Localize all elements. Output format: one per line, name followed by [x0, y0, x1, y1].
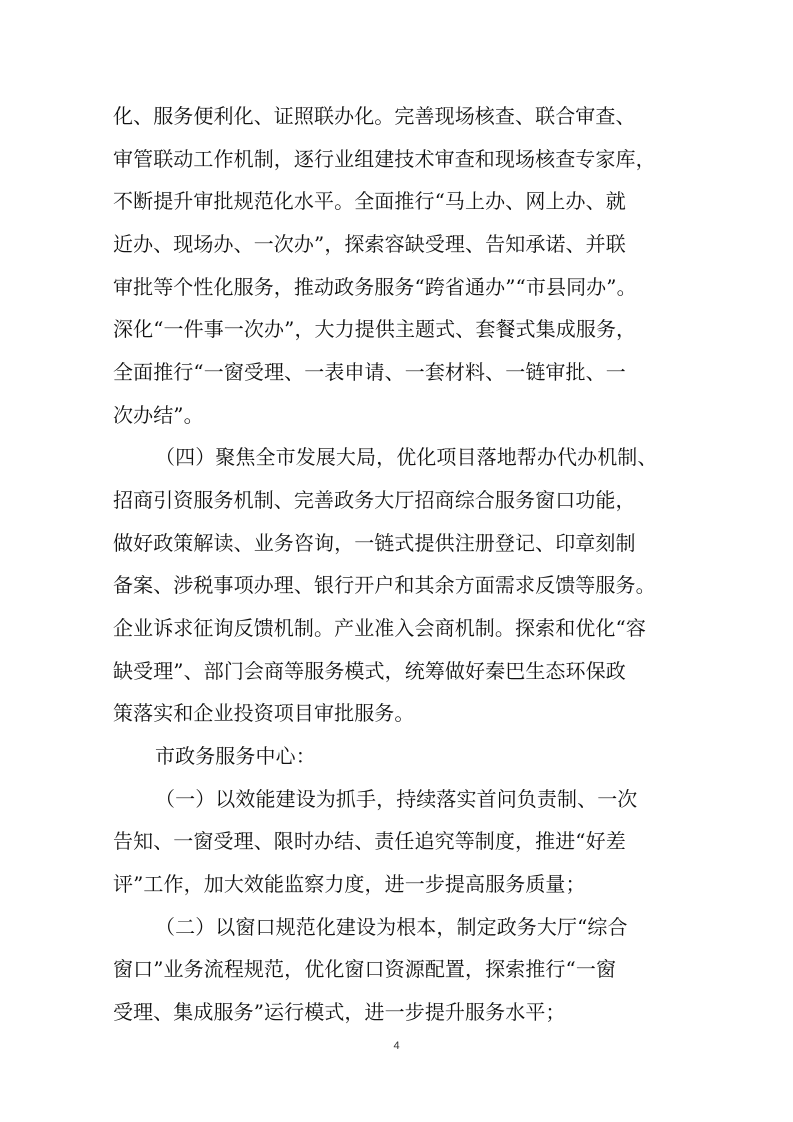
- paragraph-line: （一）以效能建设为抓手，持续落实首问负责制、一次: [155, 787, 638, 811]
- paragraph-line: 做好政策解读、业务咨询，一链式提供注册登记、印章刻制: [113, 531, 636, 555]
- paragraph-line: （四）聚焦全市发展大局，优化项目落地帮办代办机制、: [155, 445, 658, 469]
- paragraph-line: 评”工作，加大效能监察力度，进一步提高服务质量；: [113, 872, 586, 896]
- paragraph-line: 受理、集成服务”运行模式，进一步提升服务水平；: [113, 1000, 566, 1024]
- paragraph-line: 告知、一窗受理、限时办结、责任追究等制度，推进“好差: [113, 829, 626, 853]
- paragraph-line: 招商引资服务机制、完善政务大厅招商综合服务窗口功能，: [113, 488, 636, 512]
- paragraph-line: 缺受理”、部门会商等服务模式，统筹做好秦巴生态环保政: [113, 659, 626, 683]
- paragraph-line: 不断提升审批规范化水平。全面推行“马上办、网上办、就: [113, 189, 626, 213]
- paragraph-line: 近办、现场办、一次办”，探索容缺受理、告知承诺、并联: [113, 232, 626, 256]
- paragraph-line: 次办结”。: [113, 403, 204, 427]
- paragraph-line: 企业诉求征询反馈机制。产业准入会商机制。探索和优化“容: [113, 616, 646, 640]
- paragraph-line: 窗口”业务流程规范，优化窗口资源配置，探索推行“一窗: [113, 957, 617, 981]
- paragraph-line: （二）以窗口规范化建设为根本，制定政务大厅“综合: [155, 915, 628, 939]
- paragraph-line: 策落实和企业投资项目审批服务。: [113, 701, 415, 725]
- paragraph-line: 全面推行“一窗受理、一表申请、一套材料、一链审批、一: [113, 360, 626, 384]
- section-heading: 市政务服务中心：: [155, 744, 316, 768]
- paragraph-line: 审批等个性化服务，推动政务服务“跨省通办”“市县同办”。: [113, 275, 637, 299]
- paragraph-line: 审管联动工作机制，逐行业组建技术审查和现场核查专家库，: [113, 147, 656, 171]
- page-number: 4: [393, 1040, 400, 1052]
- paragraph-line: 深化“一件事一次办”，大力提供主题式、套餐式集成服务，: [113, 317, 637, 341]
- paragraph-line: 备案、涉税事项办理、银行开户和其余方面需求反馈等服务。: [113, 573, 656, 597]
- paragraph-line: 化、服务便利化、证照联办化。完善现场核查、联合审查、: [113, 104, 636, 128]
